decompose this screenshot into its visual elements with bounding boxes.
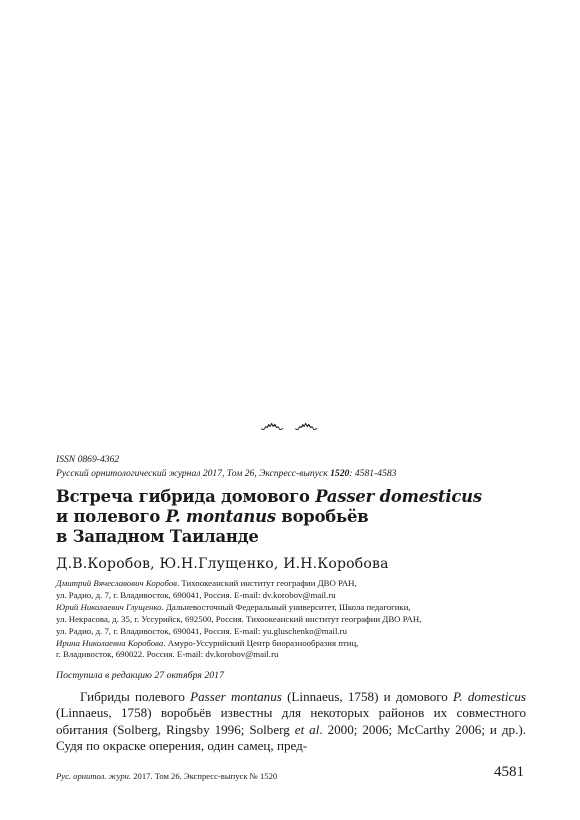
authors-line: Д.В.Коробов, Ю.Н.Глущенко, И.Н.Коробова: [56, 556, 389, 572]
body-paragraph: Гибриды полевого Passer montanus (Linnaeus, 1758) и домового P. domesticus (Linnaeus, 1758) воробьёв известны для некоторых районов их совместного обитания (Solberg, Ringsby 1996; Solberg et al. 2000; 2006; McCarthy 2006; и др.). Судя по окраске оперения, один самец, пред-: [56, 689, 527, 754]
affiliation-line: Юрий Николаевич Глущенко. Дальневосточный Федеральный университет, Школа педагогики,: [56, 601, 411, 612]
author-name: Ирина Николаевна Коробова: [56, 637, 164, 648]
species-name: P. montanus: [165, 507, 276, 526]
title-line-2: и полевого P. montanus воробьёв: [56, 507, 369, 526]
page-range: : 4581-4583: [349, 468, 397, 479]
page-number: 4581: [494, 764, 524, 780]
author-name: Юрий Николаевич Глущенко: [56, 601, 162, 612]
running-footer: Рус. орнитол. журн. 2017. Том 26. Экспресс-выпуск № 1520: [56, 771, 278, 781]
journal-citation: [56, 467, 526, 480]
affiliations: [56, 578, 526, 661]
journal-abbreviation: Рус. орнитол. журн.: [56, 771, 132, 781]
article-title: [56, 487, 526, 547]
issue-number: 1520: [330, 468, 350, 479]
journal-name: Русский орнитологический журнал 2017, Том 26, Экспресс-выпуск: [56, 468, 328, 479]
title-line-3: в Западном Таиланде: [56, 527, 259, 546]
affiliation-line: ул. Некрасова, д. 35, г. Уссурийск, 692500, Россия. Тихоокеанский институт географии ДВО РАН,: [56, 613, 422, 624]
affiliation-line: ул. Радио, д. 7, г. Владивосток, 690041, Россия. E-mail: yu.gluschenko@mail.ru: [56, 625, 347, 636]
affiliation-line: г. Владивосток, 690022. Россия. E-mail: dv.korobov@mail.ru: [56, 649, 279, 660]
affiliation-line: Ирина Николаевна Коробова. Амуро-Уссурийский Центр биоразнообразия птиц,: [56, 637, 359, 648]
title-line-1: Встреча гибрида домового Passer domesticus: [56, 487, 482, 506]
affiliation-line: Дмитрий Вячеславович Коробов. Тихоокеанский институт географии ДВО РАН,: [56, 578, 357, 588]
article-body: [56, 689, 526, 755]
received-date: Поступила в редакцию 27 октября 2017: [56, 670, 224, 681]
decorative-ornament: ෴ ෴: [260, 411, 320, 438]
affiliation-line: ул. Радио, д. 7, г. Владивосток, 690041, Россия. E-mail: dv.korobov@mail.ru: [56, 589, 336, 600]
issn-line: ISSN 0869-4362: [56, 454, 120, 465]
species-name: Passer domesticus: [315, 487, 482, 506]
author-name: Дмитрий Вячеславович Коробов: [56, 578, 177, 588]
